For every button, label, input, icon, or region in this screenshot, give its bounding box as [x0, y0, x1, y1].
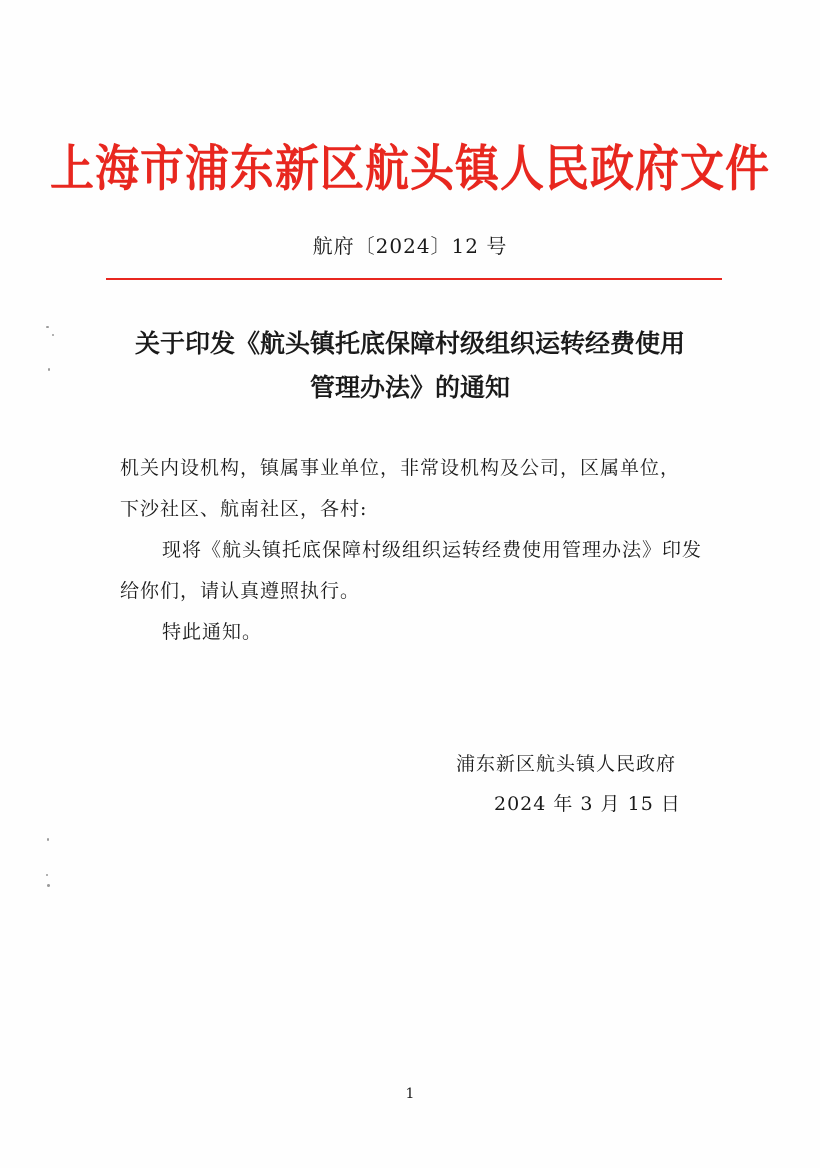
scan-speck [47, 838, 49, 841]
document-subject [100, 322, 720, 410]
signing-organization: 浦东新区航头镇人民政府 [456, 753, 677, 775]
issuing-authority-title: 上海市浦东新区航头镇人民政府文件 [50, 140, 770, 198]
scan-speck [48, 368, 50, 371]
scan-speck [46, 326, 49, 328]
signature-block [420, 744, 720, 824]
recipients-line-1: 机关内设机构，镇属事业单位，非常设机构及公司，区属单位， [120, 457, 681, 479]
scan-speck [52, 334, 54, 336]
red-separator-line [106, 278, 722, 280]
signing-date: 2024 年 3 月 15 日 [494, 793, 681, 815]
body-paragraph-2: 特此通知。 [162, 621, 263, 643]
scan-speck [47, 884, 50, 887]
subject-line-1: 关于印发《航头镇托底保障村级组织运转经费使用 [134, 329, 685, 358]
document-body [120, 448, 710, 653]
body-paragraph-1: 现将《航头镇托底保障村级组织运转经费使用管理办法》印发给你们，请认真遵照执行。 [120, 539, 703, 602]
scan-speck [46, 874, 48, 876]
recipients-line-2: 下沙社区、航南社区，各村: [120, 498, 368, 520]
page-number: 1 [405, 1086, 415, 1102]
subject-line-2: 管理办法》的通知 [309, 373, 510, 402]
document-number: 航府〔2024〕12 号 [312, 234, 508, 258]
